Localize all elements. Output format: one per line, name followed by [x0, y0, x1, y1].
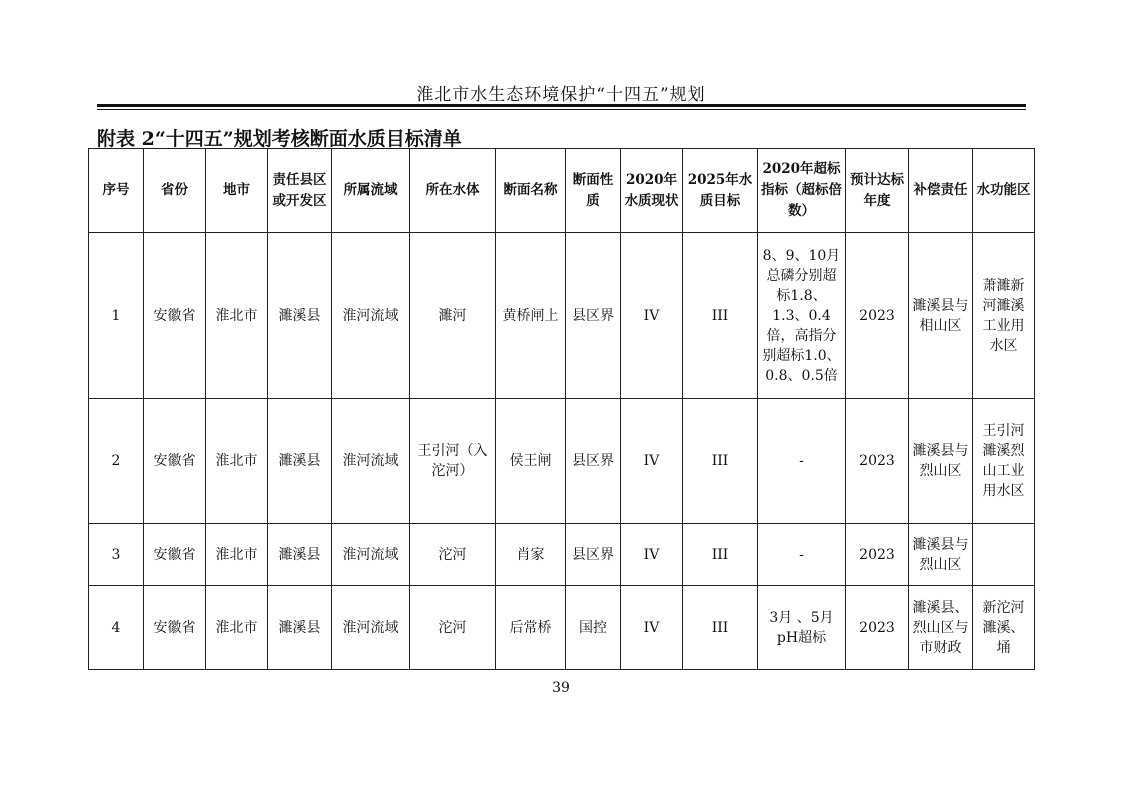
header-cell: 预计达标年度: [846, 149, 909, 233]
header-cell: 2020年水质现状: [621, 149, 683, 233]
table-cell: 县区界: [566, 524, 621, 586]
table-cell: 2023: [846, 524, 909, 586]
header-rule-thin: [97, 109, 1026, 110]
table-cell: 濉溪县: [268, 233, 332, 399]
table-cell: III: [683, 233, 758, 399]
running-header: 淮北市水生态环境保护“十四五”规划: [416, 85, 706, 105]
table-cell: 2023: [846, 399, 909, 524]
header-cell: 省份: [144, 149, 206, 233]
table-cell: 侯王闸: [496, 399, 566, 524]
table-cell: 安徽省: [144, 399, 206, 524]
table-cell: 国控: [566, 586, 621, 670]
table-cell: 8、9、10月总磷分别超标1.8、1.3、0.4倍，高指分别超标1.0、0.8、0.5倍: [758, 233, 846, 399]
table-row: [89, 233, 1035, 399]
table-cell: 3: [89, 524, 144, 586]
table-cell: III: [683, 524, 758, 586]
table-cell: 濉溪县: [268, 524, 332, 586]
table-cell: -: [758, 524, 846, 586]
table-cell: 濉溪县与烈山区: [909, 524, 973, 586]
table-cell: III: [683, 586, 758, 670]
table-cell: 淮河流域: [332, 399, 410, 524]
table-cell: 王引河濉溪烈山工业用水区: [973, 399, 1035, 524]
table-cell: 淮河流域: [332, 524, 410, 586]
header-cell: 2020年超标指标（超标倍数）: [758, 149, 846, 233]
header-cell: 断面名称: [496, 149, 566, 233]
table-cell: 淮北市: [206, 399, 268, 524]
table-cell: 黄桥闸上: [496, 233, 566, 399]
table-header-row: [89, 149, 1035, 233]
table-cell: 2023: [846, 586, 909, 670]
table-cell: 1: [89, 233, 144, 399]
table-cell: -: [758, 399, 846, 524]
water-quality-target-table: [88, 148, 1035, 670]
table-cell: 县区界: [566, 399, 621, 524]
table-cell: 淮河流域: [332, 586, 410, 670]
table-cell: 安徽省: [144, 524, 206, 586]
table-cell: 后常桥: [496, 586, 566, 670]
header-cell: 补偿责任: [909, 149, 973, 233]
header-cell: 所属流域: [332, 149, 410, 233]
table-row: [89, 399, 1035, 524]
table-cell: 2023: [846, 233, 909, 399]
table-cell: 县区界: [566, 233, 621, 399]
table-cell: 萧濉新河濉溪工业用水区: [973, 233, 1035, 399]
table-cell: IV: [621, 586, 683, 670]
table-cell: 濉溪县与相山区: [909, 233, 973, 399]
table-cell: 淮北市: [206, 233, 268, 399]
table-cell: 2: [89, 399, 144, 524]
table-cell: 安徽省: [144, 586, 206, 670]
table-cell: 濉河: [410, 233, 496, 399]
table-cell: IV: [621, 233, 683, 399]
table-cell: III: [683, 399, 758, 524]
table-row: [89, 524, 1035, 586]
table-cell: 濉溪县: [268, 586, 332, 670]
header-cell: 2025年水质目标: [683, 149, 758, 233]
table-cell: IV: [621, 524, 683, 586]
table-cell: 濉溪县、烈山区与市财政: [909, 586, 973, 670]
header-cell: 所在水体: [410, 149, 496, 233]
header-rule-thick: [97, 104, 1026, 107]
table-cell: 濉溪县: [268, 399, 332, 524]
table-cell: 3月 、5月pH超标: [758, 586, 846, 670]
table-cell: 淮北市: [206, 524, 268, 586]
table-cell: 新沱河濉溪、埇: [973, 586, 1035, 670]
page-number: 39: [552, 680, 570, 696]
table-row: [89, 586, 1035, 670]
table-cell: 淮河流域: [332, 233, 410, 399]
table-cell: 王引河（入沱河）: [410, 399, 496, 524]
table-cell: 沱河: [410, 524, 496, 586]
table-title: 附表 2“十四五”规划考核断面水质目标清单: [97, 128, 462, 150]
table-cell: 肖家: [496, 524, 566, 586]
table-cell: 濉溪县与烈山区: [909, 399, 973, 524]
header-cell: 地市: [206, 149, 268, 233]
header-cell: 水功能区: [973, 149, 1035, 233]
header-cell: 序号: [89, 149, 144, 233]
table-cell: 沱河: [410, 586, 496, 670]
header-cell: 责任县区或开发区: [268, 149, 332, 233]
header-cell: 断面性质: [566, 149, 621, 233]
table-cell: 4: [89, 586, 144, 670]
table-cell: [973, 524, 1035, 586]
table-cell: IV: [621, 399, 683, 524]
table-cell: 安徽省: [144, 233, 206, 399]
table-cell: 淮北市: [206, 586, 268, 670]
